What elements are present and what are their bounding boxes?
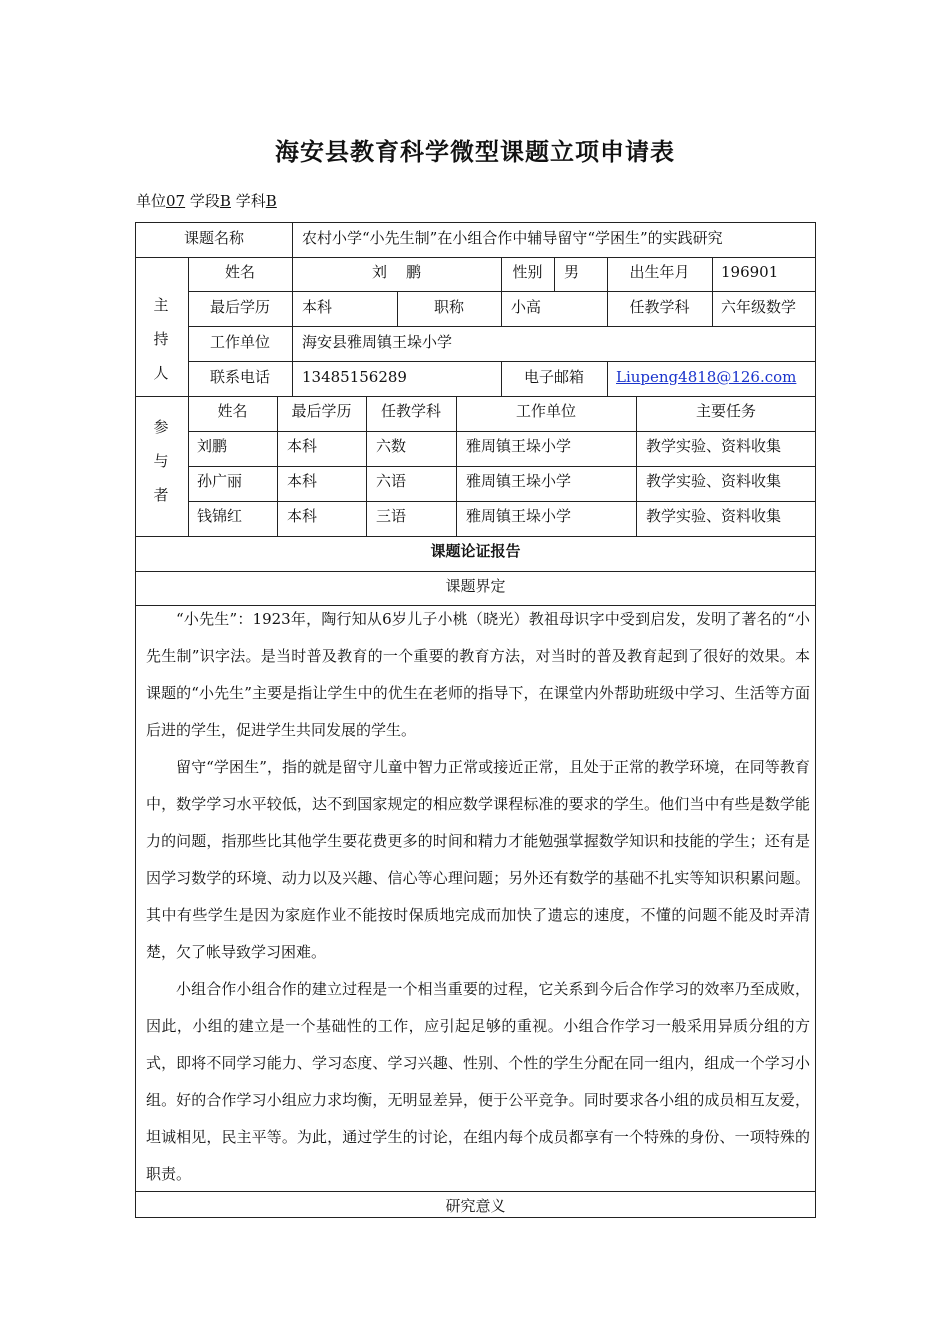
host-section-label <box>151 294 171 396</box>
report-title: 课题论证报告 <box>430 542 521 560</box>
host-birth-label: 出生年月 <box>629 263 690 281</box>
border-bottom <box>135 1217 816 1218</box>
topic-label: 课题名称 <box>183 229 244 247</box>
paragraph: “小先生”：1923年，陶行知从6岁儿子小桃（晓光）教祖母识字中受到启发，发明了著名的“小先生制”识字法。是当时普及教育的一个重要的教育方法，对当时的普及教育起到了很好的效果。本课题的“小先生”主要是指让学生中的优生在老师的指导下，在课堂内外帮助班级中学习、生活等方面后进的学生，促进学生共同发展的学生。 <box>146 610 810 739</box>
row-divider <box>188 466 816 467</box>
host-name-label: 姓名 <box>224 263 255 281</box>
participants-section-label <box>151 416 171 518</box>
participants-label-char: 者 <box>153 486 169 504</box>
participant-name[interactable]: 孙广丽 <box>197 472 243 490</box>
col-divider <box>607 361 608 396</box>
page-title: 海安县教育科学微型课题立项申请表 <box>275 137 675 166</box>
host-gender-label: 性别 <box>512 263 543 281</box>
participant-subject[interactable]: 三语 <box>376 507 407 525</box>
col-divider <box>554 257 555 291</box>
host-label-char: 人 <box>153 364 169 382</box>
host-teach-label: 任教学科 <box>629 298 690 316</box>
row-divider <box>135 571 816 572</box>
host-email-label: 电子邮箱 <box>523 368 584 386</box>
row-divider <box>135 396 816 397</box>
host-label-char: 持 <box>153 330 169 348</box>
row-divider <box>135 536 816 537</box>
border-right <box>815 222 816 1218</box>
participant-work[interactable]: 雅周镇王垛小学 <box>466 507 572 525</box>
participants-header-task: 主要任务 <box>695 402 756 420</box>
host-edu-value[interactable]: 本科 <box>302 298 333 316</box>
participant-task[interactable]: 教学实验、资料收集 <box>646 437 782 455</box>
row-divider <box>188 326 816 327</box>
row-divider <box>188 291 816 292</box>
definition-title: 课题界定 <box>445 577 506 595</box>
stage-label: 学段 <box>189 192 220 210</box>
participants-header-edu: 最后学历 <box>291 402 352 420</box>
col-divider <box>712 257 713 326</box>
topic-value[interactable]: 农村小学“小先生制”在小组合作中辅导留守“学困生”的实践研究 <box>302 229 723 247</box>
participant-edu[interactable]: 本科 <box>287 507 318 525</box>
host-work-value[interactable]: 海安县雅周镇王垛小学 <box>302 333 453 351</box>
host-work-label: 工作单位 <box>209 333 270 351</box>
participants-label-char: 与 <box>153 452 169 470</box>
border-top <box>135 222 816 223</box>
definition-body <box>146 601 810 1193</box>
col-divider <box>292 222 293 257</box>
subject-value[interactable]: B <box>265 192 277 210</box>
unit-label: 单位 <box>136 192 167 210</box>
paragraph: 留守“学困生”，指的就是留守儿童中智力正常或接近正常，且处于正常的教学环境，在同等教育中，数学学习水平较低，达不到国家规定的相应数学课程标准的要求的学生。他们当中有些是数学能力的问题，指那些比其他学生要花费更多的时间和精力才能勉强掌握数学知识和技能的学生；还有是因学习数学的环境、动力以及兴趣、信心等心理问题；另外还有数学的基础不扎实等知识积累问题。其中有些学生是因为家庭作业不能按时保质地完成而加快了遗忘的速度，不懂的问题不能及时弄清楚，欠了帐导致学习困难。 <box>146 758 810 961</box>
participants-header-subject: 任教学科 <box>380 402 441 420</box>
row-divider <box>188 361 816 362</box>
significance-title: 研究意义 <box>445 1197 506 1215</box>
participants-label-char: 参 <box>153 418 169 436</box>
host-name-value[interactable]: 刘 鹏 <box>371 263 422 281</box>
host-teach-value[interactable]: 六年级数学 <box>721 298 797 316</box>
form-meta-line <box>136 190 277 211</box>
host-edu-label: 最后学历 <box>209 298 270 316</box>
stage-value[interactable]: B <box>219 192 231 210</box>
paragraph: 小组合作小组合作的建立过程是一个相当重要的过程，它关系到今后合作学习的效率乃至成败，因此，小组的建立是一个基础性的工作，应引起足够的重视。小组合作学习一般采用异质分组的方式，即将不同学习能力、学习态度、学习兴趣、性别、个性的学生分配在同一组内，组成一个学习小组。好的合作学习小组应力求均衡，无明显差异，便于公平竞争。同时要求各小组的成员相互友爱，坦诚相见，民主平等。为此，通过学生的讨论，在组内每个成员都享有一个特殊的身份、一项特殊的职责。 <box>146 980 810 1183</box>
participant-edu[interactable]: 本科 <box>287 472 318 490</box>
participant-edu[interactable]: 本科 <box>287 437 318 455</box>
host-title-value[interactable]: 小高 <box>511 298 542 316</box>
row-divider <box>135 257 816 258</box>
participant-work[interactable]: 雅周镇王垛小学 <box>466 437 572 455</box>
row-divider <box>188 431 816 432</box>
host-email-link[interactable]: Liupeng4818@126.com <box>616 368 797 386</box>
participant-name[interactable]: 钱锦红 <box>197 507 243 525</box>
participant-name[interactable]: 刘鹏 <box>197 437 228 455</box>
participant-subject[interactable]: 六语 <box>376 472 407 490</box>
participants-header-work: 工作单位 <box>515 402 576 420</box>
participants-header-name: 姓名 <box>217 402 248 420</box>
participant-task[interactable]: 教学实验、资料收集 <box>646 472 782 490</box>
unit-value[interactable]: 07 <box>166 192 186 210</box>
participant-subject[interactable]: 六数 <box>376 437 407 455</box>
participant-work[interactable]: 雅周镇王垛小学 <box>466 472 572 490</box>
host-label-char: 主 <box>153 296 169 314</box>
col-divider <box>501 291 502 326</box>
host-phone-label: 联系电话 <box>209 368 270 386</box>
participant-task[interactable]: 教学实验、资料收集 <box>646 507 782 525</box>
host-title-label: 职称 <box>433 298 464 316</box>
row-divider <box>188 501 816 502</box>
border-left <box>135 222 136 1218</box>
host-birth-value[interactable]: 196901 <box>721 263 779 281</box>
subject-label: 学科 <box>235 192 266 210</box>
host-gender-value[interactable]: 男 <box>564 263 580 281</box>
host-phone-value[interactable]: 13485156289 <box>302 368 407 386</box>
